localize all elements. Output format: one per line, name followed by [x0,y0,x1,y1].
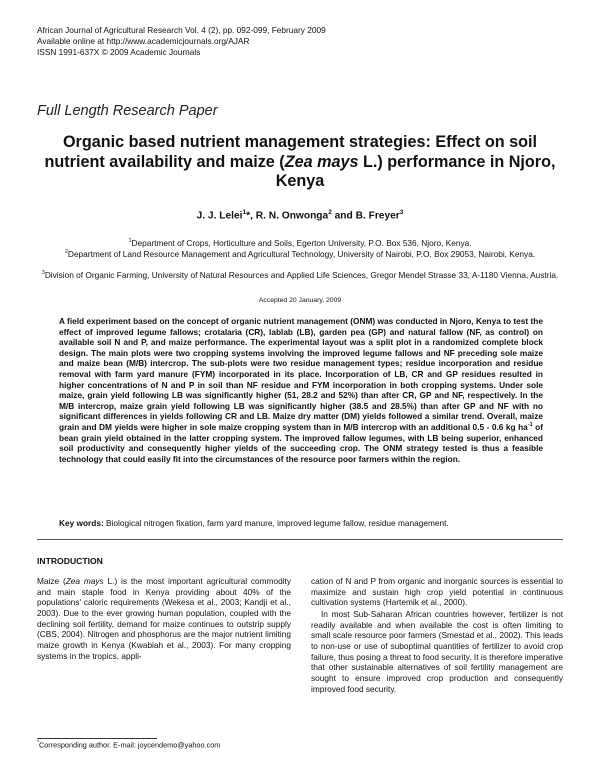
paper-type: Full Length Research Paper [37,103,218,119]
intro-paragraph-2: In most Sub-Saharan African countries however, fertilizer is not readily available and when available the cost is often limiting to small scale resource poor farmers (Smestad et al., 2002). This leads to non-use or use of suboptimal quantities of fertilizer to avoid crop failure, thus posing a threat to food security. It is therefore imperative that other sustainable alternatives of soil fertility management are sought to ensure improved crop production and consequently improved food security. [311,608,563,694]
accepted-date: Accepted 20 January, 2009 [258,297,342,304]
corresponding-author-footnote [37,740,220,749]
author-1: J. J. Lelei [196,210,243,222]
affiliation-text: Department of Land Resource Management and Agricultural Technology, University of Nairobi, P.O. Box 29053, Nairobi, Kenya. [67,248,536,259]
keywords [59,518,549,528]
author-3: and B. Freyer [331,210,400,222]
intro-text: Maize ( [37,576,66,586]
author-3-affil: 3 [399,209,404,216]
abstract-text-cont: of bean grain yield obtained in the latter cropping system. The improved fallow legumes, with LB being superior, enhanced soil productivity and consequently higher yields of the succeeding crop. The ONM strategy tested is thus a feasible technology that could easily fit into the circumstances of the resource poor farmers within the region. [59,421,543,464]
author-2: , R. N. Onwonga [250,210,329,222]
affiliation-3 [40,268,560,280]
affiliation-number: 2 [64,249,68,255]
intro-right-column [311,576,563,694]
author-1-affil: 1 [242,209,247,216]
intro-left-column [37,576,291,661]
affiliation-2 [40,247,560,259]
affiliation-number: 3 [41,270,45,276]
corresponding-mark: * [246,210,251,222]
title-part-1: Organic based nutrient management strategies: Effect on soil nutrient availability and maize ( [44,133,538,171]
keywords-text: Biological nitrogen fixation, farm yard manure, improved legume fallow, residue management. [106,518,449,528]
footnote-text: Corresponding author. E-mail: joycendemo@yahoo.com [38,740,221,750]
abstract [59,316,543,464]
intro-species: Zea mays [65,576,104,586]
journal-header [37,25,326,58]
journal-availability: Available online at http://www.academicjournals.org/AJAR [37,36,250,46]
abstract-unit-sup: -1 [527,422,533,429]
intro-paragraph-1-cont: cation of N and P from organic and inorganic sources is essential to maximize and sustain high crop yield potential in continuous cultivation systems (Hartemik et al., 2000). [311,576,563,608]
author-2-affil: 2 [328,209,332,216]
intro-text-cont: L.) is the most important agricultural commodity and main staple food in Kenya providing about 40% of the populations' caloric requirements (Wekesa et al., 2003; Kandji et al., 2003). Due to the ever growing human population, coupled with the declining soil fertility, demand for maize continues to outstrip supply (CBS, 2004). Nitrogen and phosphorus are the major nutrient limiting maize growth in Kenya (Kwabiah et al., 2003). For many cropping systems in the tropics, appli- [37,576,291,661]
footnote-divider [37,738,157,739]
affiliation-number: 1 [128,238,132,244]
journal-citation: African Journal of Agricultural Research Vol. 4 (2), pp. 092-099, February 2009 [37,25,326,35]
journal-issn: ISSN 1991-637X © 2009 Academic Journals [37,47,201,57]
keywords-label: Key words: [59,518,104,528]
intro-paragraph-1 [37,576,291,661]
author-list [0,209,600,221]
title-part-2: L.) performance in Njoro, Kenya [275,152,556,190]
affiliation-text: Division of Organic Farming, University of Natural Resources and Applied Life Sciences, Gregor Mendel Strasse 33, A-1180 Vienna, Austria. [44,269,559,280]
section-divider [37,539,563,540]
paper-title [40,133,560,192]
affiliation-text: Department of Crops, Horticulture and Soils, Egerton University, P.O. Box 536, Njoro, Kenya. [131,237,472,248]
title-species: Zea mays [284,152,359,171]
introduction-heading: INTRODUCTION [37,556,103,566]
footnote-mark: * [37,740,39,746]
abstract-text: A field experiment based on the concept of organic nutrient management (ONM) was conducted in Njoro, Kenya to test the effect of improved legume fallows; crotalaria (CR), lablab (LB), garden pea (GP) and natural fallow (NF, as control) on available soil N and P, and maize performance. The experimental layout was a split plot in a randomized complete block design. The main plots were two cropping systems involving the improved legume fallows and NF preceding sole maize and maize bean (M/B) intercrop. The sub-plots were two residue management types; residue incorporation and residue removal with farm yard manure (FYM) incorporated in its place. Incorporation of LB, CR and GP residues resulted in higher concentrations of N and P in soil than NF residue and FYM incorporation in both cropping systems. Under sole maize, grain yield following LB was significantly higher (51, 28.2 and 52%) than after CR, GP and NF, respectively. In the M/B intercrop, maize grain yield following LB was significantly higher (38.5 and 28.5%) than after GP and NF with no significant differences in yields following CR and LB. Maize dry matter (DM) yields followed a similar trend. Overall, maize grain and DM yields were higher in sole maize cropping system than in M/B intercrop with an additional 0.5 - 0.6 kg ha [59,316,543,432]
